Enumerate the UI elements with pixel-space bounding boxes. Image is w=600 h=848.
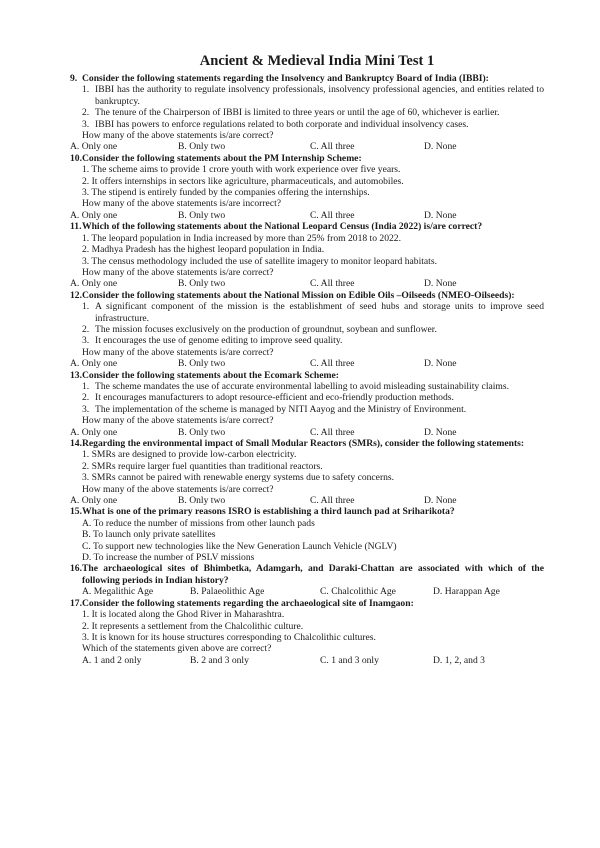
question-text bbox=[70, 153, 544, 164]
statement-text: The mission focuses exclusively on the production of groundnut, soybean and sunflower. bbox=[95, 323, 437, 335]
statement-list bbox=[70, 381, 544, 415]
statement bbox=[70, 301, 544, 324]
answer-options bbox=[70, 358, 544, 369]
question-prompt: How many of the above statements is/are correct? bbox=[82, 483, 274, 495]
statement-text: It encourages the use of genome editing to improve seed quality. bbox=[95, 335, 343, 347]
answer-options bbox=[70, 495, 544, 506]
answer-options bbox=[70, 518, 544, 564]
answer-option[interactable]: C. All three bbox=[310, 278, 355, 290]
statement-text: 2. Madhya Pradesh has the highest leopard population in India. bbox=[82, 244, 325, 256]
statement-text: 3. The stipend is entirely funded by the companies offering the internships. bbox=[82, 187, 370, 199]
question-number: 12. bbox=[70, 289, 82, 301]
question-number: 14. bbox=[70, 438, 82, 449]
statement-text: 2. SMRs require larger fuel quantities than traditional reactors. bbox=[82, 460, 323, 472]
answer-options bbox=[70, 278, 544, 289]
question-9 bbox=[70, 73, 544, 153]
statement bbox=[70, 107, 544, 118]
statement-text: 1. The leopard population in India increased by more than 25% from 2018 to 2022. bbox=[82, 232, 402, 244]
answer-option[interactable]: D. None bbox=[424, 278, 457, 290]
answer-options bbox=[70, 210, 544, 221]
statement bbox=[70, 187, 544, 198]
statement-number: 3. bbox=[82, 335, 90, 347]
answer-option[interactable]: A. Only one bbox=[70, 358, 118, 370]
answer-option[interactable]: B. Only two bbox=[178, 209, 226, 221]
statement-list bbox=[70, 609, 544, 643]
page-title: Ancient & Medieval India Mini Test 1 bbox=[199, 53, 435, 69]
question-text bbox=[70, 370, 544, 381]
statement-number: 1. bbox=[82, 301, 90, 313]
statement bbox=[70, 392, 544, 403]
statement bbox=[70, 256, 544, 267]
question-text bbox=[70, 73, 544, 84]
question-prompt: How many of the above statements is/are correct? bbox=[82, 346, 274, 358]
statement-list bbox=[70, 301, 544, 347]
answer-option[interactable]: C. 1 and 3 only bbox=[320, 654, 379, 666]
question-prompt: How many of the above statements is/are incorrect? bbox=[82, 198, 281, 210]
statement-number: 1. bbox=[82, 380, 90, 392]
answer-option[interactable]: D. None bbox=[424, 209, 457, 221]
statement bbox=[70, 621, 544, 632]
answer-option[interactable]: A. Only one bbox=[70, 209, 118, 221]
statement bbox=[70, 164, 544, 175]
statement bbox=[70, 461, 544, 472]
statement bbox=[70, 176, 544, 187]
statement-text: The implementation of the scheme is managed by NITI Aayog and the Ministry of Environment. bbox=[95, 403, 467, 415]
statement bbox=[70, 609, 544, 620]
question-stem: Consider the following statements regarding the archaeological site of Inamgaon: bbox=[82, 597, 414, 609]
statement-list bbox=[70, 449, 544, 483]
statement-text: 3. The census methodology included the use of satellite imagery to monitor leopard habitats. bbox=[82, 255, 437, 267]
question-stem: The archaeological sites of Bhimbetka, Adamgarh, and Daraki-Chattan are associated with which of the following periods in Indian history? bbox=[82, 563, 544, 586]
answer-option[interactable]: A. Only one bbox=[70, 278, 118, 290]
answer-option[interactable]: D. To increase the number of PSLV missions bbox=[82, 552, 255, 564]
statement bbox=[70, 472, 544, 483]
answer-option[interactable]: C. To support new technologies like the New Generation Launch Vehicle (NGLV) bbox=[82, 540, 397, 552]
statement bbox=[70, 244, 544, 255]
question-14 bbox=[70, 438, 544, 506]
answer-option[interactable]: B. Only two bbox=[178, 278, 226, 290]
statement-text: It encourages manufacturers to adopt resource-efficient and eco-friendly production methods. bbox=[95, 392, 454, 404]
question-stem: Regarding the environmental impact of Small Modular Reactors (SMRs), consider the following statements: bbox=[82, 438, 525, 449]
answer-option[interactable]: B. Only two bbox=[178, 141, 226, 153]
statement-number: 3. bbox=[82, 118, 90, 130]
answer-option[interactable]: D. None bbox=[424, 141, 457, 153]
statement-text: 1. The scheme aims to provide 1 crore youth with work experience over five years. bbox=[82, 164, 401, 176]
question-text bbox=[70, 506, 544, 517]
statement bbox=[70, 119, 544, 130]
statement bbox=[70, 84, 544, 107]
question-text bbox=[70, 221, 544, 232]
statement-text: 2. It offers internships in sectors like agriculture, pharmaceuticals, and automobiles. bbox=[82, 175, 404, 187]
statement-text: A significant component of the mission is the establishment of seed hubs and storage units to improve seed infrastructure. bbox=[95, 301, 544, 324]
answer-option[interactable]: A. Only one bbox=[70, 426, 118, 438]
answer-option[interactable]: C. All three bbox=[310, 209, 355, 221]
answer-option[interactable]: C. Chalcolithic Age bbox=[320, 586, 396, 598]
question-number: 13. bbox=[70, 369, 82, 381]
statement-text: IBBI has the authority to regulate insolvency professionals, insolvency professional agencies, and entities related to bankruptcy. bbox=[95, 84, 544, 107]
question-text bbox=[70, 438, 544, 449]
answer-options bbox=[70, 586, 544, 597]
answer-option[interactable]: C. All three bbox=[310, 426, 355, 438]
question-17 bbox=[70, 598, 544, 666]
answer-option[interactable]: C. All three bbox=[310, 495, 355, 507]
question-15 bbox=[70, 506, 544, 563]
question-text bbox=[70, 598, 544, 609]
answer-option[interactable]: C. All three bbox=[310, 141, 355, 153]
statement bbox=[70, 404, 544, 415]
question-text bbox=[70, 563, 544, 586]
question-number: 10. bbox=[70, 152, 82, 164]
statement bbox=[70, 335, 544, 346]
statement-text: 1. SMRs are designed to provide low-carbon electricity. bbox=[82, 449, 297, 461]
statement-text: 2. It represents a settlement from the Chalcolithic culture. bbox=[82, 620, 304, 632]
answer-option[interactable]: B. 2 and 3 only bbox=[190, 654, 249, 666]
question-prompt: How many of the above statements is/are correct? bbox=[82, 130, 274, 142]
statement-number: 1. bbox=[82, 84, 90, 96]
question-stem: Consider the following statements regarding the Insolvency and Bankruptcy Board of India (IBBI): bbox=[82, 73, 489, 84]
statement bbox=[70, 324, 544, 335]
answer-option[interactable]: B. To launch only private satellites bbox=[82, 529, 216, 541]
answer-option[interactable]: C. All three bbox=[310, 358, 355, 370]
statement bbox=[70, 632, 544, 643]
question-stem: Consider the following statements about the National Mission on Edible Oils –Oilseeds (NMEO-Oilseeds): bbox=[82, 289, 515, 301]
answer-options bbox=[70, 655, 544, 666]
statement-text: The scheme mandates the use of accurate environmental labelling to avoid misleading sustainability claims. bbox=[95, 380, 510, 392]
statement-text: 3. SMRs cannot be paired with renewable energy systems due to safety concerns. bbox=[82, 472, 395, 484]
question-prompt: Which of the statements given above are correct? bbox=[82, 643, 272, 655]
question-prompt: How many of the above statements is/are correct? bbox=[82, 266, 274, 278]
answer-option[interactable]: D. None bbox=[424, 358, 457, 370]
question-16 bbox=[70, 563, 544, 597]
question-number: 17. bbox=[70, 597, 82, 609]
statement-list bbox=[70, 164, 544, 198]
question-prompt: How many of the above statements is/are correct? bbox=[82, 415, 274, 427]
statement-number: 2. bbox=[82, 323, 90, 335]
statement-text: 3. It is known for its house structures corresponding to Chalcolithic cultures. bbox=[82, 631, 376, 643]
statement-text: 1. It is located along the Ghod River in Maharashtra. bbox=[82, 609, 285, 621]
answer-option[interactable]: D. None bbox=[424, 495, 457, 507]
question-number: 11. bbox=[70, 221, 82, 233]
question-stem: What is one of the primary reasons ISRO is establishing a third launch pad at Sriharikota? bbox=[82, 506, 455, 518]
question-text bbox=[70, 290, 544, 301]
question-stem: Consider the following statements about the PM Internship Scheme: bbox=[82, 152, 362, 164]
statement bbox=[70, 233, 544, 244]
question-stem: Consider the following statements about the Ecomark Scheme: bbox=[82, 369, 339, 381]
question-number: 16. bbox=[70, 563, 82, 575]
answer-option[interactable]: D. Harappan Age bbox=[433, 586, 500, 598]
answer-options bbox=[70, 141, 544, 152]
statement-text: IBBI has powers to enforce regulations related to both corporate and individual insolvency cases. bbox=[95, 118, 469, 130]
answer-option[interactable]: A. 1 and 2 only bbox=[82, 654, 142, 666]
answer-option[interactable]: A. Megalithic Age bbox=[82, 586, 154, 598]
question-stem: Which of the following statements about the National Leopard Census (India 2022) is/are correct? bbox=[82, 221, 483, 233]
answer-option[interactable]: A. Only one bbox=[70, 495, 118, 507]
statement-number: 2. bbox=[82, 392, 90, 404]
statement-number: 2. bbox=[82, 107, 90, 119]
question-11 bbox=[70, 221, 544, 289]
question-10 bbox=[70, 153, 544, 221]
question-number: 15. bbox=[70, 506, 82, 518]
statement bbox=[70, 381, 544, 392]
statement-list bbox=[70, 233, 544, 267]
answer-option[interactable]: B. Only two bbox=[178, 358, 226, 370]
question-12 bbox=[70, 290, 544, 370]
answer-option[interactable]: B. Only two bbox=[178, 495, 226, 507]
answer-options bbox=[70, 427, 544, 438]
answer-option[interactable]: A. Only one bbox=[70, 141, 118, 153]
statement-text: The tenure of the Chairperson of IBBI is limited to three years or until the age of 60, whichever is earlier. bbox=[95, 107, 500, 119]
answer-option[interactable]: D. 1, 2, and 3 bbox=[433, 654, 485, 666]
statement-list bbox=[70, 84, 544, 130]
question-number: 9. bbox=[70, 73, 78, 84]
question-13 bbox=[70, 370, 544, 438]
answer-option[interactable]: A. To reduce the number of missions from other launch pads bbox=[82, 517, 315, 529]
statement bbox=[70, 449, 544, 460]
statement-number: 3. bbox=[82, 403, 90, 415]
answer-option[interactable]: D. None bbox=[424, 426, 457, 438]
answer-option[interactable]: B. Palaeolithic Age bbox=[190, 586, 265, 598]
answer-option[interactable]: B. Only two bbox=[178, 426, 226, 438]
question-list bbox=[70, 73, 544, 666]
